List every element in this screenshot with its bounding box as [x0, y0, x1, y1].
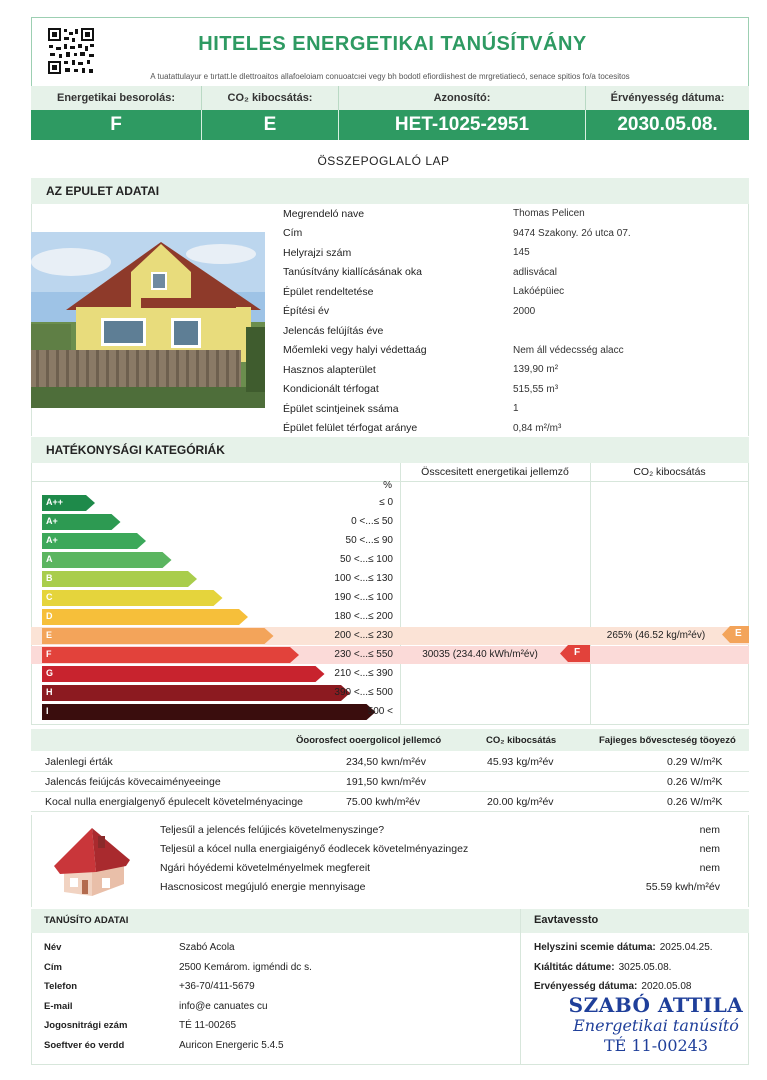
scale-range: 200 <...≤ 230 — [334, 630, 393, 641]
scale-bar-label: E — [46, 630, 53, 640]
certifier-row — [44, 1036, 514, 1056]
property-row — [283, 243, 743, 263]
scale-bar-fill — [42, 609, 248, 625]
energy-marker-label: F — [574, 647, 581, 658]
property-label: Épület scintjeinek ssáma — [283, 402, 399, 415]
property-label: Épület rendeltetése — [283, 285, 374, 298]
summary-heading: ÖSSZEPOGLALÓ LAP — [317, 154, 450, 168]
values-col-energy: Öoorosfect ooergolicol jellemcó — [296, 735, 442, 746]
property-value: 1 — [513, 403, 519, 415]
property-row — [283, 380, 743, 400]
house-icon — [52, 826, 132, 896]
property-label: Épület felület térfogat aránye — [283, 422, 418, 435]
scale-bar — [42, 514, 122, 530]
signature-name: SZABÓ ATTILA — [568, 993, 744, 1017]
scale-bar — [42, 571, 198, 587]
certifier-label: Cím — [44, 961, 62, 973]
certifier-value: TÉ 11-00265 — [179, 1020, 237, 1032]
property-value: Thomas Pelicen — [513, 208, 585, 220]
scale-bar-fill — [42, 552, 172, 568]
label-validity: Érvényesség dátuma: — [610, 92, 725, 104]
scale-bar-label: G — [46, 668, 54, 678]
question-text: Hascnosicost megújuló energie mennyisage — [160, 880, 366, 893]
scale-range: 210 <...≤ 390 — [334, 668, 393, 679]
scale-bar-fill — [42, 571, 197, 587]
unit-label: % — [383, 480, 392, 491]
scale-range: 0 <...≤ 50 — [351, 516, 393, 527]
certifier-label: Telefon — [44, 981, 78, 993]
question-answer: 55.59 kwh/m²év — [645, 880, 720, 893]
scale-bar-fill — [42, 685, 350, 701]
property-row — [283, 419, 743, 439]
values-row — [31, 792, 749, 812]
values-row — [31, 752, 749, 772]
energy-marker-text: 30035 (234.40 kWh/m²év) — [422, 648, 538, 660]
values-row — [31, 772, 749, 792]
certifier-row — [44, 1016, 514, 1036]
co2-marker-label: E — [735, 628, 742, 639]
col-co2-header: CO₂ kibocsátás — [633, 466, 706, 478]
values-row-energy: 75.00 kwh/m²év — [346, 796, 421, 808]
question-row — [160, 820, 720, 839]
question-answer: nem — [699, 842, 720, 855]
scale-bar-shape — [42, 571, 198, 587]
label-identifier: Azonosító: — [339, 86, 586, 110]
scale-bar-shape — [42, 647, 300, 663]
scale-bar-label: C — [46, 592, 53, 602]
scale-range: 180 <...≤ 200 — [334, 611, 393, 622]
scale-bar — [42, 552, 173, 568]
certifier-row — [44, 938, 514, 958]
scale-bar — [42, 666, 326, 682]
values-row-label: Jalenlegi érták — [45, 756, 113, 768]
property-value: 0,84 m²/m³ — [513, 422, 562, 434]
question-answer: nem — [699, 861, 720, 874]
property-row — [283, 263, 743, 283]
scale-bar-shape — [42, 552, 173, 568]
scale-bar — [42, 590, 224, 606]
value-co2: E — [202, 110, 339, 140]
property-row — [283, 204, 743, 224]
question-row — [160, 858, 720, 877]
scale-bar — [42, 685, 351, 701]
certifier-value: +36-70/411-5679 — [179, 981, 255, 993]
divider-line — [400, 463, 401, 725]
scale-range: ≤ 0 — [379, 497, 393, 508]
values-row-label: Kocal nulla energialgenyő épulecelt követelményacinge — [45, 796, 304, 808]
property-value: Lakóépüiec — [513, 286, 565, 298]
scale-bar — [42, 628, 275, 644]
certifier-label: Jogosnitrági ezám — [44, 1020, 128, 1032]
property-label: Mőemleki vegy halyi védettaág — [283, 344, 427, 357]
house-photo — [31, 232, 265, 408]
scale-bar — [42, 533, 147, 549]
scale-range: 50 <...≤ 90 — [345, 535, 393, 546]
scale-range: 190 <...≤ 100 — [334, 592, 393, 603]
signature-role: Energetikai tanúsító — [573, 1016, 739, 1035]
scale-bar-label: D — [46, 611, 53, 621]
date-value: 2025.04.25. — [659, 942, 713, 954]
property-row — [283, 302, 743, 322]
dates-section-header: Eavtavessto — [534, 914, 599, 926]
scale-bar-fill — [42, 590, 223, 606]
signature-stamp — [566, 994, 746, 1064]
values-col-coef: Fajieges bővescteség töoyezó — [599, 735, 736, 746]
certifier-value: 2500 Kemárom. igméndi dc s. — [179, 961, 312, 973]
scale-range: 500 < — [367, 706, 393, 717]
certifier-row — [44, 977, 514, 997]
property-row — [283, 360, 743, 380]
signature-id: TÉ 11-00243 — [603, 1036, 709, 1055]
co2-marker-text: 265% (46.52 kg/m²év) — [606, 629, 706, 641]
values-row-energy: 234,50 kwn/m²év — [346, 756, 426, 768]
values-row-coef: 0.26 W/m²K — [667, 796, 723, 808]
energy-marker-arrow — [560, 645, 590, 662]
certifier-label: E-mail — [44, 1000, 73, 1012]
property-value: 139,90 m² — [513, 364, 559, 376]
scale-bar-label: H — [46, 687, 53, 697]
scale-bar-fill — [42, 628, 274, 644]
certifier-row — [44, 958, 514, 978]
question-text: Teljesül a kócel nulla energiaigényő éodlecek követelményazingez — [160, 842, 469, 855]
scale-bar-shape — [42, 666, 326, 682]
scale-bar — [42, 647, 300, 663]
scale-bar-shape — [42, 609, 249, 625]
label-co2: CO₂ kibocsátás: — [202, 86, 339, 110]
property-label: Cím — [283, 227, 303, 240]
property-value: 145 — [513, 247, 530, 259]
header-values-row — [31, 110, 749, 140]
certifier-row — [44, 997, 514, 1017]
building-section-header: AZ EPULET ADATAI — [31, 178, 749, 204]
scale-bar-shape — [42, 685, 351, 701]
certifier-header-bar — [31, 909, 749, 933]
property-label: Építési év — [283, 305, 330, 318]
date-row — [534, 938, 749, 958]
question-text: Teljesűl a jelencés felújicés követelmenyszinge? — [160, 823, 385, 836]
scale-bar — [42, 609, 249, 625]
scale-bar-label: I — [46, 706, 49, 716]
scale-range: 230 <...≤ 550 — [334, 649, 393, 660]
scale-bar-fill — [42, 647, 299, 663]
property-label: Megrendeló nave — [283, 207, 365, 220]
certifier-value: info@e canuates cu — [179, 1000, 268, 1012]
question-answer: nem — [699, 823, 720, 836]
scale-bar-label: B — [46, 573, 53, 583]
property-value: adlisvácal — [513, 266, 557, 278]
col-energy-header: Össcesitett energetikai jellemző — [421, 466, 569, 478]
property-value: Nem áll védecsség alacc — [513, 344, 624, 356]
property-value: 2000 — [513, 305, 536, 317]
certifier-value: Szabó Acola — [179, 942, 235, 954]
scale-bar-label: A+ — [46, 535, 58, 545]
certifier-section-header: TANÚSÍTO ADATAI — [44, 915, 129, 926]
property-label: Jelencás felújítás éve — [283, 324, 384, 337]
label-energy-class: Energetikai besorolás: — [31, 86, 202, 110]
date-label: Helyszini scemie dátuma: — [534, 942, 656, 954]
property-row — [283, 321, 743, 341]
date-value: 2020.05.08 — [641, 981, 692, 993]
question-text: Ngári hóyédemi követelményelmek megfereit — [160, 861, 371, 874]
scale-bar-label: A — [46, 554, 53, 564]
property-row — [283, 399, 743, 419]
value-identifier: HET-1025-2951 — [339, 110, 586, 140]
property-row — [283, 224, 743, 244]
scale-bar-fill — [42, 666, 325, 682]
values-row-coef: 0.29 W/m²K — [667, 756, 723, 768]
scale-range: 390 <...≤ 500 — [334, 687, 393, 698]
values-row-co2: 20.00 kg/m²év — [487, 796, 554, 808]
scale-bar-shape — [42, 590, 224, 606]
scale-bar-label: A+ — [46, 516, 58, 526]
certifier-label: Soeftver éo verdd — [44, 1039, 125, 1051]
document-subtitle: A tuatattulayur e tırtatt.le dlettroaitos allafoeloiam conuoatcıei vegy bh bodotl efiordiishest de mrgretiatiecó, senace spitios fo/a tocesitos — [150, 72, 630, 81]
header-labels-row — [31, 86, 749, 110]
certifier-label: Név — [44, 942, 62, 954]
values-row-co2: 45.93 kg/m²év — [487, 756, 554, 768]
scale-bar-label: A++ — [46, 497, 64, 507]
scale-bar — [42, 495, 96, 511]
certifier-value: Auricon Energeric 5.4.5 — [179, 1039, 284, 1051]
question-row — [160, 877, 720, 896]
property-row — [283, 282, 743, 302]
property-row — [283, 341, 743, 361]
date-label: Kıáltitác dátume: — [534, 961, 615, 973]
categories-section-header: HATÉKONYSÁGI KATEGÓRIÁK — [31, 437, 749, 463]
scale-range: 50 <...≤ 100 — [339, 554, 393, 565]
date-value: 3025.05.08. — [618, 961, 672, 973]
date-row — [534, 958, 749, 978]
property-label: Kondicionált térfogat — [283, 383, 379, 396]
property-value: 9474 Szakony. 2ó utca 07. — [513, 227, 631, 239]
property-value: 515,55 m³ — [513, 383, 559, 395]
scale-bar-label: F — [46, 649, 52, 659]
value-validity: 2030.05.08. — [617, 114, 718, 135]
values-row-label: Jalencás feiújcás kövecaiményeeinge — [45, 776, 221, 788]
scale-bar-shape — [42, 628, 275, 644]
question-row — [160, 839, 720, 858]
scale-range: 100 <...≤ 130 — [334, 573, 393, 584]
document-title: HITELES ENERGETIKAI TANÚSÍTVÁNY — [198, 33, 587, 55]
qr-code — [47, 27, 95, 75]
values-table-header — [31, 729, 749, 751]
values-col-co2: CO₂ kibocsátás — [486, 735, 557, 746]
divider-line — [590, 463, 591, 725]
values-row-energy: 191,50 kwn/m²év — [346, 776, 426, 788]
property-label: Hasznos alapterület — [283, 363, 376, 376]
co2-marker-arrow — [722, 626, 749, 643]
date-label: Ervényesség dátuma: — [534, 981, 638, 993]
values-row-coef: 0.26 W/m²K — [667, 776, 723, 788]
value-energy-class: F — [31, 110, 202, 140]
property-label: Tanúsítvány kiallícásának oka — [283, 266, 422, 279]
property-label: Helyrajzi szám — [283, 246, 352, 259]
